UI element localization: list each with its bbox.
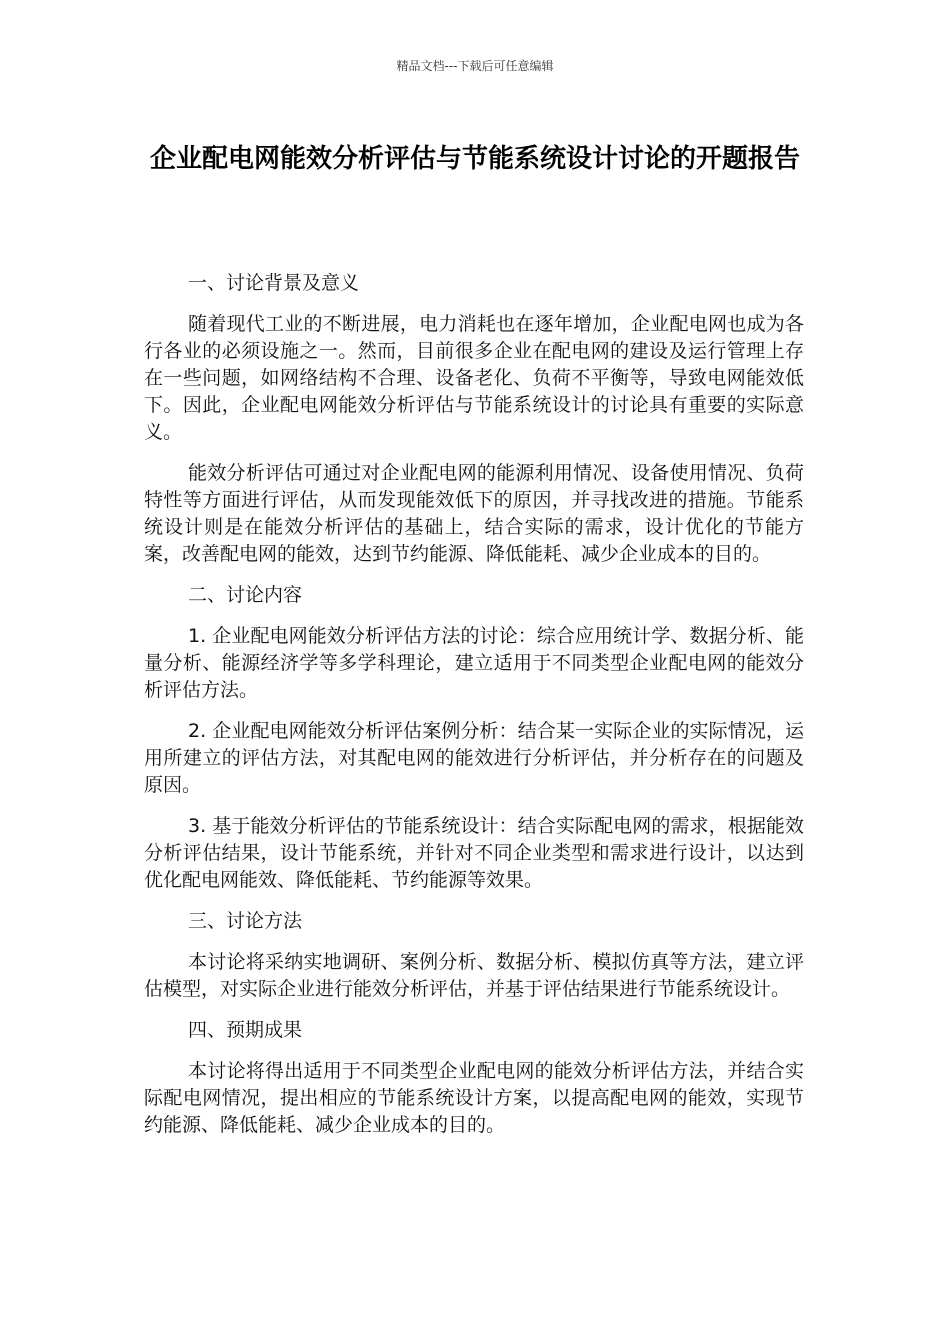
document-body xyxy=(144,270,804,1153)
section-heading-content: 二、讨论内容 xyxy=(188,584,303,606)
document-title: 企业配电网能效分析评估与节能系统设计讨论的开题报告 xyxy=(149,144,800,174)
header-note: 精品文档---下载后可任意编辑 xyxy=(396,59,554,73)
paragraph: 本讨论将得出适用于不同类型企业配电网的能效分析评估方法，并结合实际配电网情况，提出相应的节能系统设计方案，以提高配电网的能效，实现节约能源、降低能耗、减少企业成本的目的。 xyxy=(144,1060,804,1136)
section-heading-background: 一、讨论背景及意义 xyxy=(188,272,360,294)
list-item: 3. 基于能效分析评估的节能系统设计：结合实际配电网的需求，根据能效分析评估结果，设计节能系统，并针对不同企业类型和需求进行设计，以达到优化配电网能效、降低能耗、节约能源等效果。 xyxy=(144,815,804,891)
section-heading-method: 三、讨论方法 xyxy=(188,910,303,932)
list-item: 1. 企业配电网能效分析评估方法的讨论：综合应用统计学、数据分析、能量分析、能源经济学等多学科理论，建立适用于不同类型企业配电网的能效分析评估方法。 xyxy=(144,625,804,701)
paragraph: 本讨论将采纳实地调研、案例分析、数据分析、模拟仿真等方法，建立评估模型，对实际企业进行能效分析评估，并基于评估结果进行节能系统设计。 xyxy=(144,951,804,1000)
paragraph: 随着现代工业的不断进展，电力消耗也在逐年增加，企业配电网也成为各行各业的必须设施之一。然而，目前很多企业在配电网的建设及运行管理上存在一些问题，如网络结构不合理、设备老化、负荷不平衡等，导致电网能效低下。因此，企业配电网能效分析评估与节能系统设计的讨论具有重要的实际意义。 xyxy=(144,313,804,443)
list-item: 2. 企业配电网能效分析评估案例分析：结合某一实际企业的实际情况，运用所建立的评估方法，对其配电网的能效进行分析评估，并分析存在的问题及原因。 xyxy=(144,720,804,796)
section-heading-expected-results: 四、预期成果 xyxy=(188,1019,303,1041)
paragraph: 能效分析评估可通过对企业配电网的能源利用情况、设备使用情况、负荷特性等方面进行评估，从而发现能效低下的原因，并寻找改进的措施。节能系统设计则是在能效分析评估的基础上，结合实际的需求，设计优化的节能方案，改善配电网的能效，达到节约能源、降低能耗、减少企业成本的目的。 xyxy=(144,462,804,565)
